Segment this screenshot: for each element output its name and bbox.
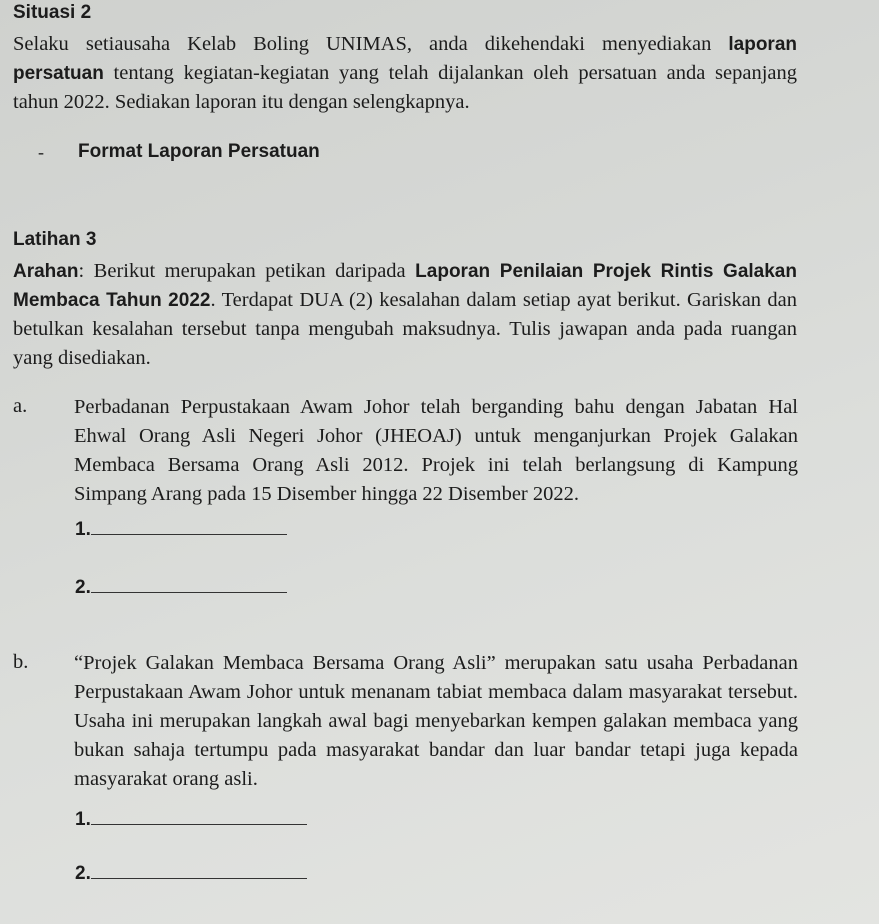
answer-blank[interactable]	[91, 578, 287, 593]
item-text: Perbadanan Perpustakaan Awam Johor telah berganding bahu dengan Jabatan Hal Ehwal Orang Asli Negeri Johor (JHEOAJ) untuk menganjurkan Projek Galakan Membaca Bersama Orang Asli 2012. Projek ini telah berlangsung di Kampung Simpang Arang pada 15 Disember hingga 22 Disember 2022.	[74, 396, 798, 505]
situation-paragraph	[13, 30, 797, 117]
answer-blank[interactable]	[91, 864, 307, 879]
exercise-text-1: : Berikut merupakan petikan daripada	[78, 260, 416, 282]
answer-line[interactable]	[75, 577, 287, 599]
exercise-text-2: . Terdapat DUA (2) kesalahan dalam setiap ayat berikut. Gariskan dan betulkan kesalahan tersebut tanpa mengubah maksudnya. Tulis jawapan anda pada ruangan yang disediakan.	[13, 289, 797, 369]
item-text: “Projek Galakan Membaca Bersama Orang Asli” merupakan satu usaha Perbadanan Perpustakaan Awam Johor untuk menanam tabiat membaca dalam masyarakat tersebut. Usaha ini merupakan langkah awal bagi menyebarkan kempen galakan membaca yang bukan sahaja tertumpu pada masyarakat bandar dan luar bandar tetapi juga kepada masyarakat orang asli.	[74, 652, 798, 790]
answer-number: 2.	[75, 863, 91, 884]
item-marker: b.	[13, 651, 29, 673]
answer-blank[interactable]	[91, 520, 287, 535]
item-marker: a.	[13, 395, 28, 417]
answer-line[interactable]	[75, 519, 287, 541]
situation-title: Situasi 2	[13, 2, 92, 23]
exercise-label: Arahan	[13, 261, 79, 282]
answer-number: 1.	[75, 519, 91, 540]
situation-text-2: tentang kegiatan-kegiatan yang telah dijalankan oleh persatuan anda sepanjang tahun 2022. Sediakan laporan itu dengan selengkapnya.	[13, 62, 797, 113]
exercise-title: Latihan 3	[13, 229, 97, 250]
format-dash: -	[38, 142, 44, 162]
answer-line[interactable]	[75, 863, 307, 885]
answer-number: 1.	[75, 809, 91, 830]
exercise-paragraph	[13, 257, 797, 373]
answer-blank[interactable]	[91, 810, 307, 825]
exercise-bold: Laporan Penilaian Projek Rintis Galakan Membaca Tahun 2022	[13, 261, 797, 311]
format-title: Format Laporan Persatuan	[78, 141, 320, 162]
situation-bold: laporan persatuan	[13, 34, 797, 84]
answer-number: 2.	[75, 577, 91, 598]
situation-text-1: Selaku setiausaha Kelab Boling UNIMAS, anda dikehendaki menyediakan	[13, 33, 729, 55]
answer-line[interactable]	[75, 809, 307, 831]
